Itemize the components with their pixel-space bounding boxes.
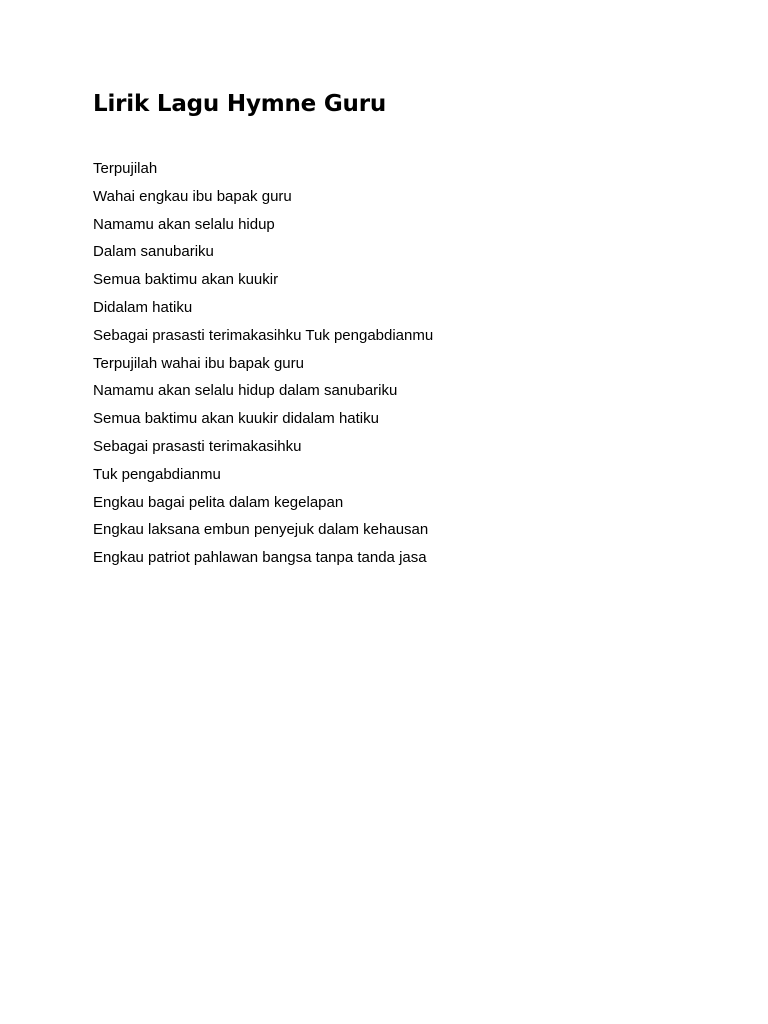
lyric-line: Semua baktimu akan kuukir [93, 271, 279, 289]
lyric-line: Namamu akan selalu hidup [93, 215, 275, 233]
lyric-line: Engkau bagai pelita dalam kegelapan [93, 493, 344, 511]
lyric-line: Dalam sanubariku [93, 243, 214, 261]
lyric-line: Namamu akan selalu hidup dalam sanubariku [93, 382, 398, 400]
lyric-line: Didalam hatiku [93, 298, 193, 316]
lyric-line: Engkau patriot pahlawan bangsa tanpa tanda jasa [93, 549, 427, 567]
lyric-line: Engkau laksana embun penyejuk dalam kehausan [93, 521, 429, 539]
lyric-line: Tuk pengabdianmu [93, 465, 221, 483]
lyric-line: Sebagai prasasti terimakasihku [93, 437, 302, 455]
lyric-line: Terpujilah wahai ibu bapak guru [93, 354, 304, 372]
lyrics-list [93, 155, 713, 572]
lyric-line: Sebagai prasasti terimakasihku Tuk pengabdianmu [93, 326, 434, 344]
document-title: Lirik Lagu Hymne Guru [93, 91, 387, 117]
lyric-line: Wahai engkau ibu bapak guru [93, 187, 292, 205]
lyric-line: Semua baktimu akan kuukir didalam hatiku [93, 410, 379, 428]
lyric-line: Terpujilah [93, 160, 158, 177]
